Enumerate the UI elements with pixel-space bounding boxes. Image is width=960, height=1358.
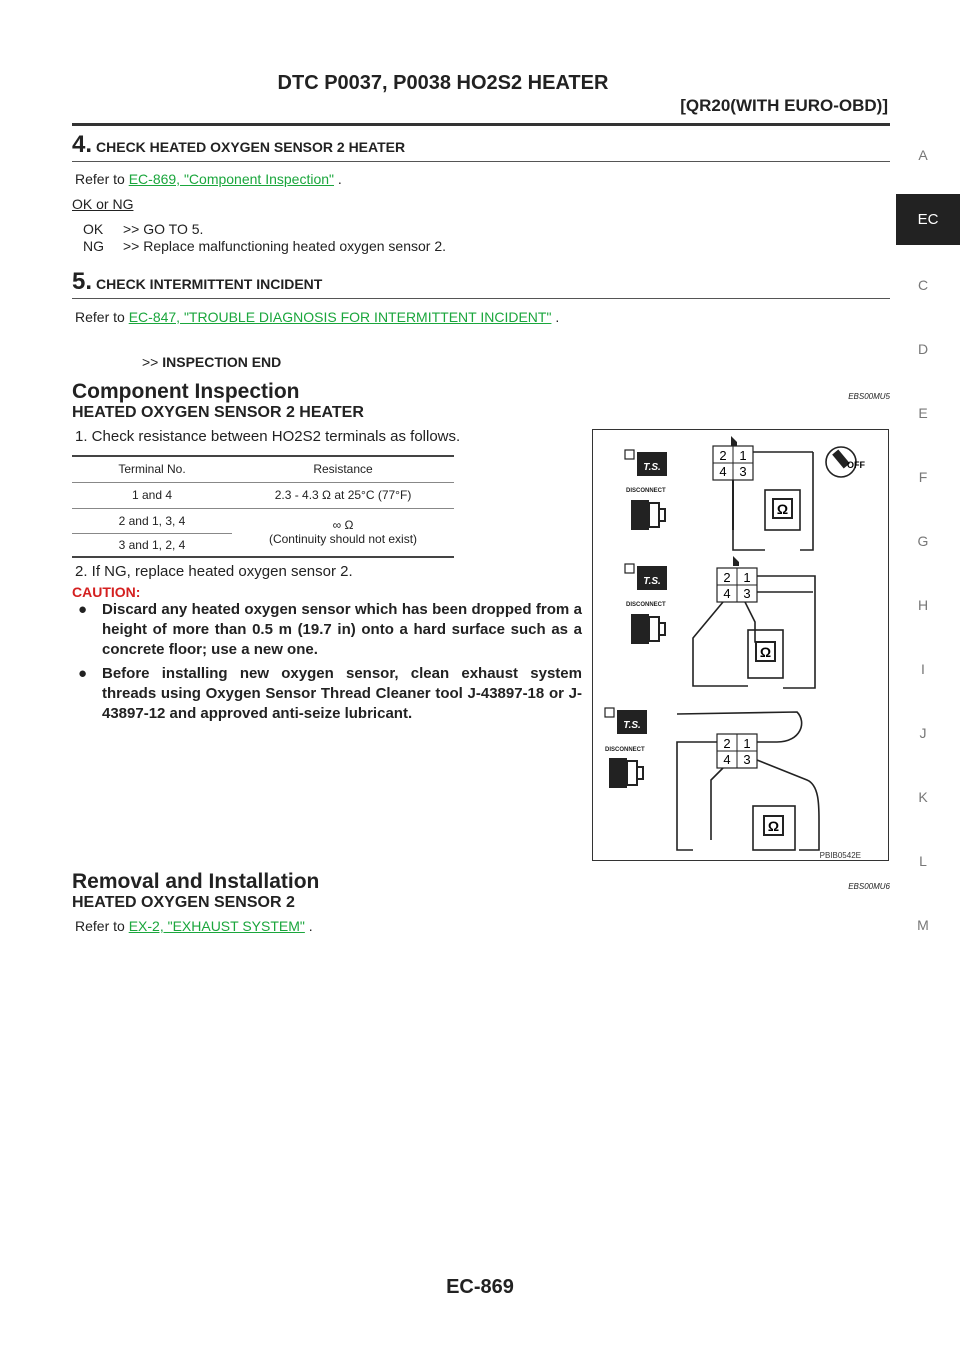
ng-label: NG [83,238,104,254]
ng-text: >> Replace malfunctioning heated oxygen sensor 2. [123,238,446,254]
merged-line-1: ∞ Ω [332,518,354,533]
table-row [72,482,454,508]
refer-prefix: Refer to [75,171,125,187]
pin-label: 1 [743,736,751,751]
ts-label: T.S. [623,720,641,731]
intermittent-incident-link[interactable]: EC-847, "TROUBLE DIAGNOSIS FOR INTERMITTENT INCIDENT" [128,309,552,325]
caution-text: Discard any heated oxygen sensor which has been dropped from a height of more than 0.5 m (19.7 in) onto a hard surface such as a concrete floor; use a new one. [102,601,582,658]
side-index-a[interactable]: A [918,147,928,163]
pin-label: 1 [739,448,747,463]
disconnect-label: DISCONNECT [626,488,666,494]
side-index-m[interactable]: M [917,917,929,933]
connector-icon [631,500,665,530]
side-index-d[interactable]: D [917,341,929,357]
removal-title: Removal and Installation [72,870,320,893]
ignition-key-icon [826,447,865,477]
caution-label: CAUTION: [72,584,141,600]
step4-heading [72,131,405,159]
side-index-e[interactable]: E [918,405,928,421]
side-index-g[interactable]: G [917,533,929,549]
refer-suffix: . [337,171,342,187]
table-cell: 2 and 1, 3, 4 [118,513,186,528]
ts-icon [625,450,667,476]
diagram-panel-2 [625,556,815,688]
caution-list [72,600,582,728]
disconnect-label: DISCONNECT [626,602,666,608]
connector-icon [631,614,665,644]
side-index-k[interactable]: K [918,789,928,805]
ok-label: OK [83,221,104,237]
table-cell: 1 and 4 [131,488,173,502]
ohm-symbol: Ω [759,644,772,660]
ts-icon [625,564,667,590]
pin-label: 2 [723,736,731,751]
side-index-f[interactable]: F [918,469,928,485]
ts-label: T.S. [643,576,661,587]
ohmmeter-icon [765,490,800,530]
diagram-panel-3 [605,708,819,850]
page-title: DTC P0037, P0038 HO2S2 HEATER [277,72,609,94]
figure-code: PBIB0542E [819,851,861,859]
step5-heading [72,268,322,296]
ohm-symbol: Ω [776,501,789,517]
side-index-c[interactable]: C [917,277,929,293]
terminal-block [717,734,757,768]
step4-title: CHECK HEATED OXYGEN SENSOR 2 HEATER [96,139,406,155]
refer-suffix: . [308,918,313,934]
step4-refer [75,171,342,187]
terminal-block [713,436,753,480]
pin-label: 3 [743,586,751,601]
pin-label: 4 [723,752,731,767]
bullet-icon: ● [78,665,88,682]
pin-label: 4 [719,464,727,479]
merged-line-2: (Continuity should not exist) [268,532,418,547]
removal-refer [75,918,313,934]
removal-code: EBS00MU6 [848,882,890,891]
ohmmeter-icon [748,630,783,678]
ok-text: >> GO TO 5. [123,221,204,237]
inspection-step-2: 2. If NG, replace heated oxygen sensor 2. [75,563,353,580]
table-cell: 2.3 - 4.3 Ω at 25°C (77°F) [274,488,412,502]
pin-label: 3 [743,752,751,767]
header-rule [72,123,890,126]
inspection-diagram [592,429,889,861]
table-header: Terminal No. [118,462,186,477]
pin-label: 1 [743,570,751,585]
page-number: EC-869 [446,1276,514,1298]
component-inspection-subtitle: HEATED OXYGEN SENSOR 2 HEATER [72,404,364,421]
refer-prefix: Refer to [75,309,125,325]
step5-rule [72,298,890,299]
inspection-step-1: 1. Check resistance between HO2S2 terminals as follows. [75,428,461,445]
diagram-svg [593,430,887,859]
off-label: OFF [847,460,865,470]
side-index-ec-tab[interactable]: EC [896,194,960,245]
pin-label: 2 [719,448,727,463]
step4-number: 4. [72,131,93,158]
step4-rule [72,161,890,162]
pin-label: 2 [723,570,731,585]
side-index-i[interactable]: I [921,661,925,677]
step5-refer [75,309,559,325]
side-index-h[interactable]: H [917,597,929,613]
bullet-icon: ● [78,601,88,618]
table-cell-merged [232,508,454,557]
refer-suffix: . [555,309,560,325]
terminal-block [717,556,757,602]
ohm-symbol: Ω [767,818,780,834]
resistance-table [72,455,454,558]
inspection-end [142,354,281,370]
ts-label: T.S. [643,462,661,473]
component-inspection-title: Component Inspection [72,380,300,403]
pin-label: 4 [723,586,731,601]
table-header: Resistance [313,462,373,477]
pin-label: 3 [739,464,747,479]
table-row [72,508,454,533]
diagram-panel-1 [625,436,865,550]
ohmmeter-icon [753,806,795,850]
end-arrow: >> [142,354,159,370]
caution-text: Before installing new oxygen sensor, clean exhaust system threads using Oxygen Sensor Thread Cleaner tool J-43897-18 or J-43897-12 and approved anti-seize lubricant. [102,665,582,722]
exhaust-system-link[interactable]: EX-2, "EXHAUST SYSTEM" [128,918,305,934]
table-header-row [72,456,454,482]
removal-subtitle: HEATED OXYGEN SENSOR 2 [72,894,295,911]
component-inspection-link[interactable]: EC-869, "Component Inspection" [128,171,334,187]
caution-item [72,600,582,660]
component-inspection-code: EBS00MU5 [848,392,890,401]
side-index-l[interactable]: L [919,853,927,869]
caution-item [72,664,582,724]
connector-icon [609,758,643,788]
ok-or-ng-label: OK or NG [72,196,134,212]
step5-number: 5. [72,268,93,295]
page-subtitle: [QR20(WITH EURO-OBD)] [680,96,888,115]
end-text: INSPECTION END [162,354,282,370]
side-index-j[interactable]: J [919,725,927,741]
step5-title: CHECK INTERMITTENT INCIDENT [96,276,323,292]
ts-icon [605,708,647,734]
table-cell: 3 and 1, 2, 4 [118,537,186,552]
disconnect-label: DISCONNECT [605,747,645,753]
refer-prefix: Refer to [75,918,125,934]
